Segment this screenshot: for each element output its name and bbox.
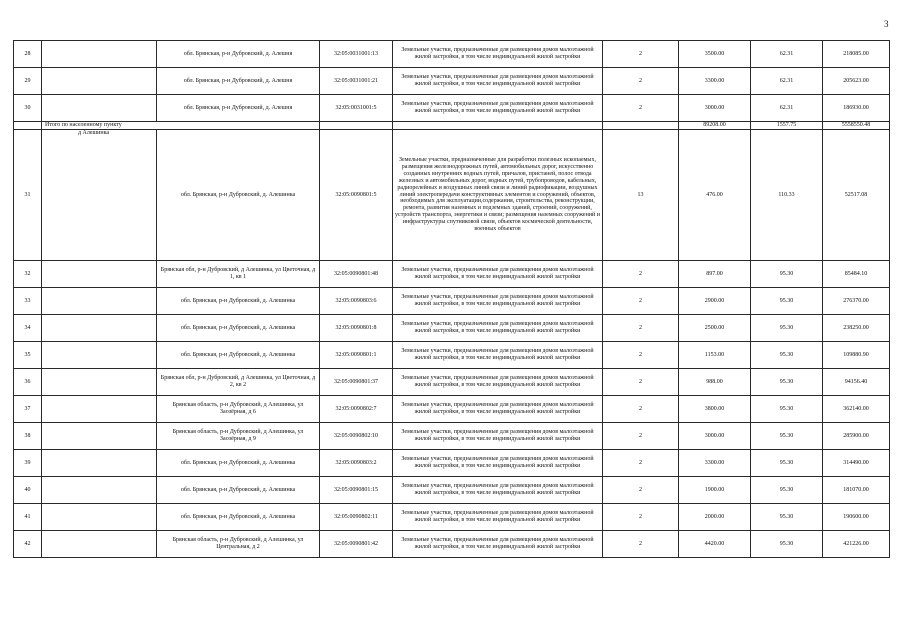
- purpose-group: 2: [603, 288, 679, 315]
- area-cell: 3300.00: [679, 68, 751, 95]
- rows-before-total: [14, 41, 890, 122]
- cadastral-number: 32:05:0090801:1: [320, 342, 393, 369]
- district-cell: [42, 450, 157, 477]
- land-purpose: Земельные участки, предназначенные для размещения домов малоэтажной жилой застройки, в том числе индивидуальной жилой застройки: [393, 504, 603, 531]
- cadastral-value: 238250.00: [823, 315, 890, 342]
- cadastral-number: 32:05:0090801:42: [320, 531, 393, 558]
- purpose-group: 2: [603, 423, 679, 450]
- district-cell: [42, 41, 157, 68]
- table-row: [14, 477, 890, 504]
- area-cell: 3500.00: [679, 41, 751, 68]
- address-cell: Брянская область, р-н Дубровский, д Алешинка, ул Заозёрная, д 6: [157, 396, 320, 423]
- area-cell: 476.00: [679, 130, 751, 261]
- page-number: 3: [884, 19, 889, 29]
- table-row: [14, 342, 890, 369]
- total-num-cell: [14, 122, 42, 130]
- cadastral-number: 32:05:0031001:5: [320, 95, 393, 122]
- district-cell: [42, 477, 157, 504]
- district-cell: [42, 68, 157, 95]
- purpose-group: 2: [603, 531, 679, 558]
- cadastral-number: 32:05:0090801:15: [320, 477, 393, 504]
- purpose-group: 2: [603, 261, 679, 288]
- address-cell: обл. Брянская, р-н Дубровский, д. Алешня: [157, 95, 320, 122]
- total-label: Итого по населенному пункту: [42, 122, 320, 130]
- cadastral-number: 32:05:0090803:2: [320, 450, 393, 477]
- cadastral-value: 314490.00: [823, 450, 890, 477]
- cadastral-value: 190600.00: [823, 504, 890, 531]
- district-cell: [42, 369, 157, 396]
- land-purpose: Земельные участки, предназначенные для размещения домов малоэтажной жилой застройки, в том числе индивидуальной жилой застройки: [393, 68, 603, 95]
- land-purpose: Земельные участки, предназначенные для разработки полезных ископаемых, размещения железнодорожных путей, автомобильных дорог, искусственно созданных внутренних водных путей, причалов, пристаней, полос отвода железных и автомобильных дорог, водных путей, трубопроводов, кабельных, радиорелейных и воздушных линий связи и линий радиофикации, воздушных линий электропередачи конструктивных элементов и сооружений, объектов, необходимых для эксплуатации,содержания, строительства, реконструкции, ремонта, развития наземных и подземных зданий, строений, сооружений, устройств транспорта, энергетики и связи; размещения наземных сооружений и инфраструктуры спутниковой связи, объектов космической деятельности, военных объектов: [393, 130, 603, 261]
- area-cell: 3300.00: [679, 450, 751, 477]
- cadastral-number: 32:05:0090802:11: [320, 504, 393, 531]
- address-cell: обл. Брянская, р-н Дубровский, д. Алешинка: [157, 504, 320, 531]
- total-empty-cell: [393, 122, 603, 130]
- rate-cell: 95.30: [751, 477, 823, 504]
- district-cell: [42, 504, 157, 531]
- rate-cell: 95.30: [751, 315, 823, 342]
- purpose-group: 2: [603, 477, 679, 504]
- land-purpose: Земельные участки, предназначенные для размещения домов малоэтажной жилой застройки, в том числе индивидуальной жилой застройки: [393, 369, 603, 396]
- district-cell: [42, 342, 157, 369]
- table-row: [14, 315, 890, 342]
- row-number: 40: [14, 477, 42, 504]
- rate-cell: 110.33: [751, 130, 823, 261]
- cadastral-number: 32:05:0090801:48: [320, 261, 393, 288]
- land-purpose: Земельные участки, предназначенные для размещения домов малоэтажной жилой застройки, в том числе индивидуальной жилой застройки: [393, 261, 603, 288]
- total-empty-cell: [320, 122, 393, 130]
- area-cell: 1153.00: [679, 342, 751, 369]
- purpose-group: 2: [603, 68, 679, 95]
- table-row: [14, 261, 890, 288]
- address-cell: обл. Брянская, р-н Дубровский, д. Алешня: [157, 68, 320, 95]
- land-register-table: [13, 40, 890, 558]
- land-purpose: Земельные участки, предназначенные для размещения домов малоэтажной жилой застройки, в том числе индивидуальной жилой застройки: [393, 450, 603, 477]
- table-row: [14, 396, 890, 423]
- area-cell: 3000.00: [679, 95, 751, 122]
- row-number: 28: [14, 41, 42, 68]
- rate-cell: 95.30: [751, 531, 823, 558]
- cadastral-value: 94156.40: [823, 369, 890, 396]
- row-number: 32: [14, 261, 42, 288]
- land-purpose: Земельные участки, предназначенные для размещения домов малоэтажной жилой застройки, в том числе индивидуальной жилой застройки: [393, 342, 603, 369]
- district-cell: [42, 531, 157, 558]
- cadastral-value: 362140.00: [823, 396, 890, 423]
- rate-cell: 95.30: [751, 261, 823, 288]
- row-number: 35: [14, 342, 42, 369]
- land-purpose: Земельные участки, предназначенные для размещения домов малоэтажной жилой застройки, в том числе индивидуальной жилой застройки: [393, 477, 603, 504]
- row-number: 33: [14, 288, 42, 315]
- rate-cell: 95.30: [751, 450, 823, 477]
- cadastral-value: 276370.00: [823, 288, 890, 315]
- table-row: [14, 95, 890, 122]
- address-cell: обл. Брянская, р-н Дубровский, д. Алешинка: [157, 477, 320, 504]
- land-purpose: Земельные участки, предназначенные для размещения домов малоэтажной жилой застройки, в том числе индивидуальной жилой застройки: [393, 315, 603, 342]
- purpose-group: 2: [603, 342, 679, 369]
- cadastral-value: 85484.10: [823, 261, 890, 288]
- land-purpose: Земельные участки, предназначенные для размещения домов малоэтажной жилой застройки, в том числе индивидуальной жилой застройки: [393, 531, 603, 558]
- area-cell: 2000.00: [679, 504, 751, 531]
- cadastral-number: 32:05:0090802:10: [320, 423, 393, 450]
- table-row: [14, 504, 890, 531]
- address-cell: обл. Брянская, р-н Дубровский, д. Алешинка: [157, 450, 320, 477]
- land-purpose: Земельные участки, предназначенные для размещения домов малоэтажной жилой застройки, в том числе индивидуальной жилой застройки: [393, 41, 603, 68]
- cadastral-number: 32:05:0031001:21: [320, 68, 393, 95]
- cadastral-number: 32:05:0031001:13: [320, 41, 393, 68]
- cadastral-value: 285900.00: [823, 423, 890, 450]
- address-cell: Брянская область, р-н Дубровский, д Алешинка, ул Заозёрная, д 9: [157, 423, 320, 450]
- row-number: 38: [14, 423, 42, 450]
- address-cell: Брянская обл, р-н Дубровский, д Алешинка, ул Цветочная, д 2, кв 2: [157, 369, 320, 396]
- cadastral-number: 32:05:0090802:7: [320, 396, 393, 423]
- row-number: 42: [14, 531, 42, 558]
- table-row: [14, 288, 890, 315]
- total-rate: 1557.75: [751, 122, 823, 130]
- district-cell: [42, 288, 157, 315]
- area-cell: 4420.00: [679, 531, 751, 558]
- table-row: [14, 369, 890, 396]
- purpose-group: 2: [603, 315, 679, 342]
- address-cell: Брянская область, р-н Дубровский, д Алешинка, ул Центральная, д 2: [157, 531, 320, 558]
- rate-cell: 95.30: [751, 504, 823, 531]
- rate-cell: 95.30: [751, 288, 823, 315]
- row-number: 34: [14, 315, 42, 342]
- purpose-group: 13: [603, 130, 679, 261]
- total-value: 5558550.48: [823, 122, 890, 130]
- cadastral-number: 32:05:0090801:37: [320, 369, 393, 396]
- row-number: 29: [14, 68, 42, 95]
- cadastral-value: 181070.00: [823, 477, 890, 504]
- rate-cell: 95.30: [751, 396, 823, 423]
- address-cell: обл. Брянская, р-н Дубровский, д. Алешинка: [157, 288, 320, 315]
- address-cell: обл. Брянская, р-н Дубровский, д. Алешинка: [157, 315, 320, 342]
- purpose-group: 2: [603, 450, 679, 477]
- table-row: [14, 423, 890, 450]
- area-cell: 897.00: [679, 261, 751, 288]
- row-number: 30: [14, 95, 42, 122]
- row-number: 41: [14, 504, 42, 531]
- settlement-total-row: [14, 122, 890, 130]
- address-cell: обл. Брянская, р-н Дубровский, д. Алешинка: [157, 342, 320, 369]
- table-row: [14, 68, 890, 95]
- table-row: [14, 450, 890, 477]
- district-cell: [42, 315, 157, 342]
- purpose-group: 2: [603, 504, 679, 531]
- row-number: 31: [14, 130, 42, 261]
- rate-cell: 95.30: [751, 369, 823, 396]
- district-cell: [42, 423, 157, 450]
- row-number: 36: [14, 369, 42, 396]
- rate-cell: 95.30: [751, 423, 823, 450]
- purpose-group: 2: [603, 396, 679, 423]
- rate-cell: 62.31: [751, 68, 823, 95]
- address-cell: Брянская обл, р-н Дубровский, д Алешинка, ул Цветочная, д 1, кв 1: [157, 261, 320, 288]
- total-empty-cell: [603, 122, 679, 130]
- cadastral-value: 186930.00: [823, 95, 890, 122]
- cadastral-value: 421226.00: [823, 531, 890, 558]
- land-purpose: Земельные участки, предназначенные для размещения домов малоэтажной жилой застройки, в том числе индивидуальной жилой застройки: [393, 423, 603, 450]
- address-cell: обл. Брянская, р-н Дубровский, д. Алешинка: [157, 130, 320, 261]
- area-cell: 2900.00: [679, 288, 751, 315]
- row-number: 37: [14, 396, 42, 423]
- district-cell: [42, 261, 157, 288]
- rate-cell: 95.30: [751, 342, 823, 369]
- cadastral-value: 218085.00: [823, 41, 890, 68]
- settlement-name: д Алешинка: [42, 130, 157, 261]
- area-cell: 1900.00: [679, 477, 751, 504]
- rate-cell: 62.31: [751, 41, 823, 68]
- cadastral-number: 32:05:0090801:5: [320, 130, 393, 261]
- cadastral-value: 52517.08: [823, 130, 890, 261]
- table-row: [14, 531, 890, 558]
- area-cell: 3800.00: [679, 396, 751, 423]
- purpose-group: 2: [603, 369, 679, 396]
- cadastral-number: 32:05:0090803:6: [320, 288, 393, 315]
- cadastral-value: 109880.90: [823, 342, 890, 369]
- total-area: 89208.00: [679, 122, 751, 130]
- area-cell: 3000.00: [679, 423, 751, 450]
- area-cell: 2500.00: [679, 315, 751, 342]
- land-purpose: Земельные участки, предназначенные для размещения домов малоэтажной жилой застройки, в том числе индивидуальной жилой застройки: [393, 396, 603, 423]
- table-row-31: [14, 130, 890, 261]
- purpose-group: 2: [603, 41, 679, 68]
- table-row: [14, 41, 890, 68]
- land-purpose: Земельные участки, предназначенные для размещения домов малоэтажной жилой застройки, в том числе индивидуальной жилой застройки: [393, 288, 603, 315]
- cadastral-value: 205623.00: [823, 68, 890, 95]
- land-purpose: Земельные участки, предназначенные для размещения домов малоэтажной жилой застройки, в том числе индивидуальной жилой застройки: [393, 95, 603, 122]
- district-cell: [42, 396, 157, 423]
- area-cell: 988.00: [679, 369, 751, 396]
- purpose-group: 2: [603, 95, 679, 122]
- rows-after-total: [14, 261, 890, 558]
- address-cell: обл. Брянская, р-н Дубровский, д. Алешня: [157, 41, 320, 68]
- row-number: 39: [14, 450, 42, 477]
- district-cell: [42, 95, 157, 122]
- cadastral-number: 32:05:0090801:8: [320, 315, 393, 342]
- rate-cell: 62.31: [751, 95, 823, 122]
